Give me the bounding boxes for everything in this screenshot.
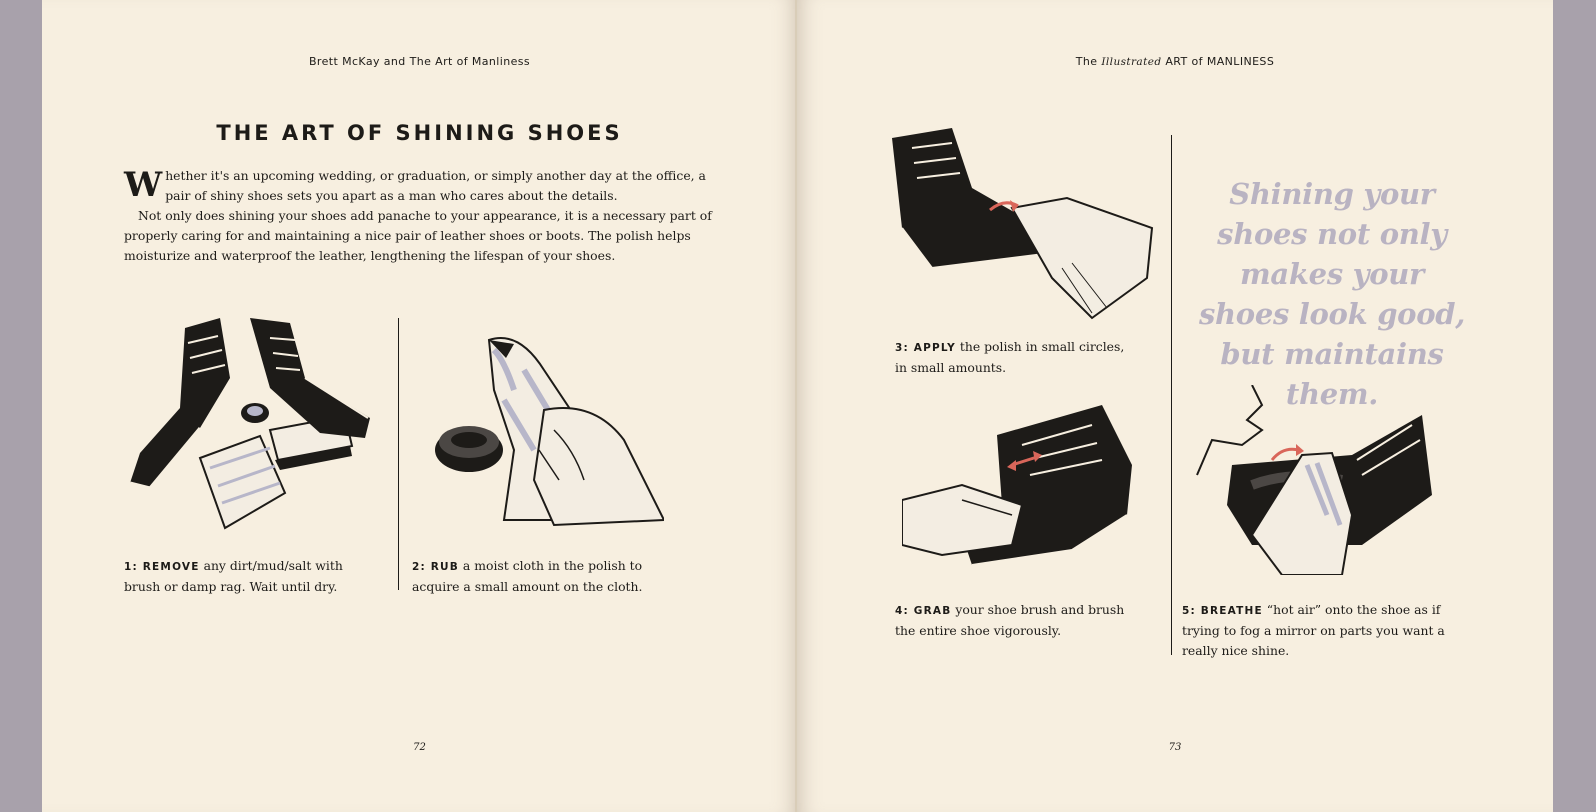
brush-shoe-illustration — [902, 405, 1137, 575]
right-page — [797, 0, 1553, 812]
breathe-shoe-illustration — [1192, 385, 1437, 575]
boots-brush-illustration — [130, 318, 370, 538]
step-2-lead: 2: RUB — [412, 561, 459, 573]
running-head-left: Brett McKay and The Art of Manliness — [308, 55, 531, 68]
step-5-caption — [1182, 600, 1447, 661]
intro-paragraph-2: Not only does shining your shoes add panache to your appearance, it is a necessary part of properly caring for and maintaining a nice pair of leather shoes or boots. The polish helps moisturize and waterproof the leather, lengthening the lifespan of your shoes. — [124, 208, 712, 263]
article-title: THE ART OF SHINING SHOES — [216, 121, 623, 145]
page-number-right: 73 — [1168, 742, 1182, 753]
running-head-right-pre: The — [1075, 55, 1098, 68]
running-head-right — [797, 55, 1553, 68]
left-page — [42, 0, 797, 812]
step-4-caption — [895, 600, 1145, 641]
step-3-text: the polish in small circles, in small amounts. — [895, 339, 1125, 375]
intro-paragraph-1 — [124, 166, 734, 206]
intro-paragraph-1-text: hether it's an upcoming wedding, or graduation, or simply another day at the office, a pair of shiny shoes sets you apart as a man who cares about the details. — [165, 168, 706, 203]
apply-polish-illustration — [892, 128, 1157, 323]
step-5-text: “hot air” onto the shoe as if trying to fog a mirror on parts you want a really nice shine. — [1182, 602, 1445, 658]
step-4-text: your shoe brush and brush the entire shoe vigorously. — [895, 602, 1125, 638]
step-1-text: any dirt/mud/salt with brush or damp rag. Wait until dry. — [124, 558, 343, 594]
running-head-right-italic: Illustrated — [1101, 56, 1162, 68]
step-3-caption — [895, 337, 1140, 378]
step-1-lead: 1: REMOVE — [124, 561, 200, 573]
page-number-left: 72 — [413, 742, 426, 753]
running-head-right-post: ART of MANLINESS — [1165, 55, 1275, 68]
step-3-lead: 3: APPLY — [895, 342, 956, 354]
step-4-lead: 4: GRAB — [895, 605, 952, 617]
step-2-text: a moist cloth in the polish to acquire a small amount on the cloth. — [412, 558, 643, 594]
step-1-caption — [124, 556, 379, 597]
step-2-caption — [412, 556, 662, 597]
intro-text — [124, 166, 734, 266]
divider-left — [398, 318, 399, 590]
cloth-polish-illustration — [434, 330, 664, 530]
pull-quote: Shining your shoes not only makes your shoes look good, but maintains them. — [1198, 177, 1466, 411]
step-5-lead: 5: BREATHE — [1182, 605, 1263, 617]
divider-right — [1171, 135, 1172, 655]
drop-cap: W — [124, 165, 163, 205]
